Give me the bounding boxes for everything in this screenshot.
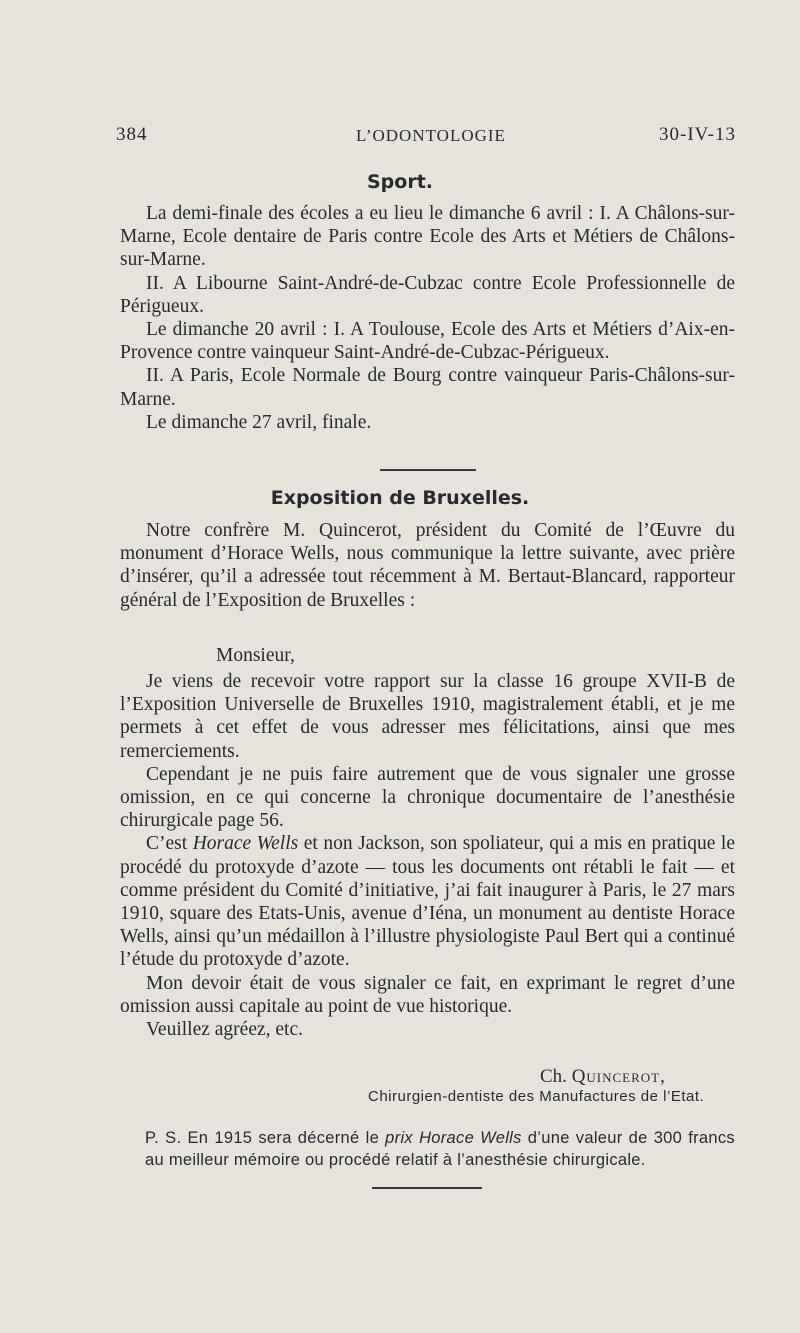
intro-paragraph: Notre confrère M. Quincerot, président du Comité de l’Œuvre du monument d’Horace Wells, nous communique la lettre suivante, avec prière d’insérer, qu’il a adressée tout récemment à M. Bertaut-Blancard, rapporteur général de l’Exposition de Bruxelles : <box>120 520 735 611</box>
issue-date: 30-IV-13 <box>659 124 736 145</box>
ps-text: P. S. En 1915 sera décerné le <box>145 1129 386 1147</box>
signature-surname: Quincerot, <box>571 1066 666 1087</box>
section-divider <box>380 469 476 471</box>
ps-emphasis: prix Horace Wells <box>385 1129 522 1147</box>
ps-text: d’une valeur de 300 francs au meilleur mémoire ou procédé relatif à l’anesthésie chirurgicale. <box>145 1129 735 1169</box>
signature-name <box>540 1066 666 1088</box>
letter-emphasis: Horace Wells <box>192 833 299 855</box>
letter-paragraph: Cependant je ne puis faire autrement que de vous signaler une grosse omission, en ce qui concerne la chronique documentaire de l’anesthésie chirurgicale page 56. <box>120 763 735 832</box>
letter-paragraph: Mon devoir était de vous signaler ce fait, en exprimant le regret d’une omission aussi capitale au point de vue historique. <box>120 972 735 1017</box>
letter-body <box>120 670 735 1041</box>
letter-closing: Veuillez agréez, etc. <box>146 1019 303 1041</box>
sport-section <box>120 202 735 434</box>
exposition-intro <box>120 519 735 612</box>
signature-initial: Ch. <box>540 1066 572 1087</box>
letter-text: et non Jackson, son spoliateur, qui a mis en pratique le procédé du protoxyde d’azote — tous les documents ont rétabli le fait — et comme président du Comité d’initiative, j’ai fait inaugurer à Paris, le 27 mars 1910, square des Etats-Unis, avenue d’Iéna, un monument au dentiste Horace Wells, ainsi qu’un médaillon à l’illustre physiologiste Paul Bert qui a continué l’étude du protoxyde d’azote. <box>120 833 735 971</box>
sport-paragraph: Le dimanche 20 avril : I. A Toulouse, Ecole des Arts et Métiers d’Aix-en-Provence contre vainqueur Saint-André-de-Cubzac-Périgueux. <box>120 319 735 364</box>
sport-paragraph: II. A Libourne Saint-André-de-Cubzac contre Ecole Professionnelle de Périgueux. <box>120 272 735 317</box>
journal-title: L’ODONTOLOGIE <box>356 126 506 145</box>
page-header <box>116 124 736 154</box>
letter-salutation: Monsieur, <box>216 645 295 666</box>
end-divider <box>372 1187 482 1189</box>
sport-paragraph: II. A Paris, Ecole Normale de Bourg contre vainqueur Paris-Châlons-sur-Marne. <box>120 365 735 410</box>
letter-paragraph <box>120 832 735 971</box>
sport-paragraph: La demi-finale des écoles a eu lieu le dimanche 6 avril : I. A Châlons-sur-Marne, Ecole dentaire de Paris contre Ecole des Arts et Métiers de Châlons-sur-Marne. <box>120 203 735 271</box>
letter-text: C’est <box>146 833 193 855</box>
postscript-paragraph <box>145 1127 735 1171</box>
letter-paragraph: Je viens de recevoir votre rapport sur la classe 16 groupe XVII-B de l’Exposition Universelle de Bruxelles 1910, magistralement établi, et je me permets à cet effet de vous adresser mes félicitations, ainsi que mes remerciements. <box>120 671 735 762</box>
exposition-heading: Exposition de Bruxelles. <box>270 487 530 509</box>
page-number: 384 <box>116 124 148 145</box>
signature-title: Chirurgien-dentiste des Manufactures de l’Etat. <box>368 1088 705 1105</box>
sport-paragraph: Le dimanche 27 avril, finale. <box>146 411 372 433</box>
sport-heading: Sport. <box>366 171 433 193</box>
postscript <box>145 1127 735 1171</box>
